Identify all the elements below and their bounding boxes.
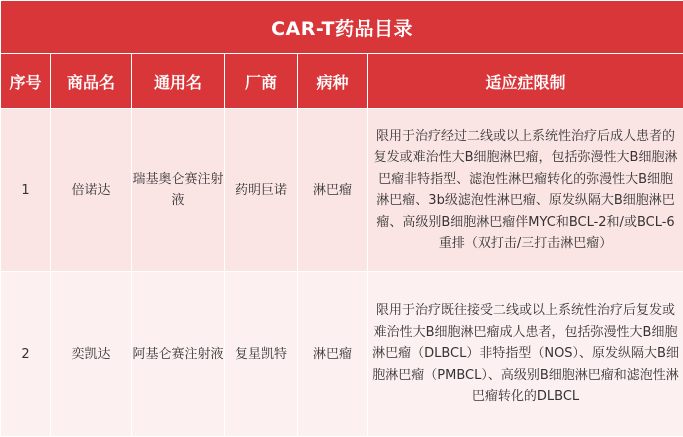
cell-generic: 瑞基奥仑赛注射液 xyxy=(132,109,225,272)
table-title: CAR-T药品目录 xyxy=(1,1,683,54)
header-row xyxy=(1,54,683,109)
cell-brand: 奕凯达 xyxy=(51,272,132,437)
header-generic: 通用名 xyxy=(132,54,225,109)
cell-generic: 阿基仑赛注射液 xyxy=(132,272,225,437)
header-no: 序号 xyxy=(1,54,51,109)
cell-indication: 限用于治疗经过二线或以上系统性治疗后成人患者的复发或难治性大B细胞淋巴瘤，包括弥漫性大B细胞淋巴瘤非特指型、滤泡性淋巴瘤转化的弥漫性大B细胞淋巴瘤、3b级滤泡性淋巴瘤、原发纵隔大B细胞淋巴瘤、高级别B细胞淋巴瘤伴MYC和BCL-2和/或BCL-6重排（双打击/三打击淋巴瘤） xyxy=(368,109,683,272)
header-brand: 商品名 xyxy=(51,54,132,109)
cell-no: 2 xyxy=(1,272,51,437)
cell-no: 1 xyxy=(1,109,51,272)
cell-disease: 淋巴瘤 xyxy=(298,109,368,272)
cell-disease: 淋巴瘤 xyxy=(298,272,368,437)
header-indication: 适应症限制 xyxy=(368,54,683,109)
table-row xyxy=(1,272,683,437)
table-row xyxy=(1,109,683,272)
header-disease: 病种 xyxy=(298,54,368,109)
cell-brand: 倍诺达 xyxy=(51,109,132,272)
cell-maker: 复星凯特 xyxy=(225,272,298,437)
cell-indication: 限用于治疗既往接受二线或以上系统性治疗后复发或难治性大B细胞淋巴瘤成人患者，包括弥漫性大B细胞淋巴瘤（DLBCL）非特指型（NOS）、原发纵隔大B细胞淋巴瘤（PMBCL）、高级别B细胞淋巴瘤和滤泡性淋巴瘤转化的DLBCL xyxy=(368,272,683,437)
header-maker: 厂商 xyxy=(225,54,298,109)
cell-maker: 药明巨诺 xyxy=(225,109,298,272)
